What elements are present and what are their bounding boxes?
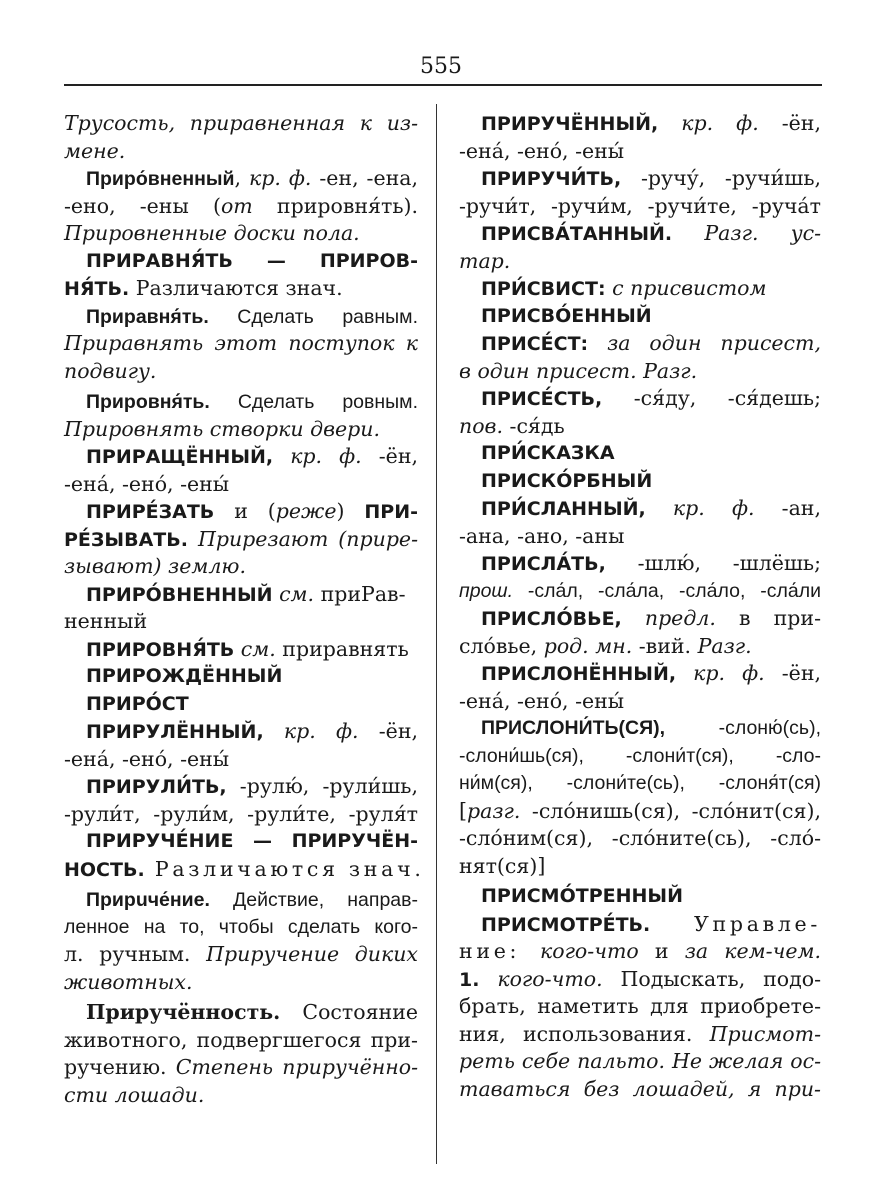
entry-line (459, 798, 821, 826)
entry-line: животного, подвергшегося при- (64, 1027, 418, 1052)
entry-line (64, 636, 418, 664)
headword: ПРИ́СВИСТ: (481, 278, 606, 300)
headword-line: ПРИСМО́ТРЕННЫЙ (481, 885, 683, 907)
entry-text: сло́вье, (459, 633, 544, 658)
entry-line: -ручи́т, -ручи́м, -ручи́те, -руча́т (459, 193, 821, 218)
entry-line (64, 856, 425, 884)
headword: Приро́вненный (86, 168, 235, 190)
entry-line (459, 165, 821, 193)
grammar-label: прош. (459, 579, 514, 602)
grammar-label: кр. ф. (658, 111, 759, 135)
entry-line (459, 550, 821, 578)
entry-line (64, 999, 418, 1027)
right-column (459, 110, 821, 1103)
entry-text: -шлю́, -шлёшь; (605, 551, 821, 575)
entry-text: Различаются знач. (144, 856, 425, 881)
entry-text: -ён, (358, 719, 418, 743)
headword-line: ПРИРОЖДЁННЫЙ (86, 665, 283, 687)
headword: Приравня́ть. (86, 305, 209, 328)
headword: ПРИСВА́ТАННЫЙ. (481, 223, 673, 245)
example-line: таваться без лошадей, я при- (459, 1076, 821, 1101)
entry-text: и ( (214, 499, 276, 523)
entry-text: -слоню́(сь), (665, 717, 821, 739)
entry-line: Приро́вненный, кр. ф. -ен, -ена, (86, 166, 418, 190)
page-number: 555 (420, 54, 462, 79)
headword: НЯ́ТЬ. (64, 278, 130, 300)
entry-text: л. ручным. (64, 942, 207, 966)
grammar-label: кр. ф. (263, 719, 359, 743)
entry-line: -ена́, -ено́, -ены́ (64, 746, 230, 771)
headword-line: ПРИСКО́РБНЫЙ (481, 469, 653, 492)
entry-line: ни́м(ся), -слони́те(сь), -слоня́т(ся) (459, 772, 821, 794)
entry-text: Сделать ровным. (209, 391, 418, 413)
headword: ПРИ- (364, 501, 418, 523)
entry-text: -ено, -ены ( (64, 193, 221, 218)
headword-line: ПРИРО́СТ (86, 692, 189, 715)
entry-text: Действие, направ- (209, 889, 418, 911)
grammar-label: разг. (467, 798, 521, 823)
entry-text: Различаются знач. (129, 276, 343, 300)
headword-line: ПРИРАВНЯ́ТЬ — ПРИРОВ- (86, 249, 418, 272)
entry-text: -сла́л, -сла́ла, -сла́ло, -сла́ли (513, 579, 821, 602)
entry-line: мене. (64, 138, 126, 163)
example-line: животных. (64, 969, 193, 994)
entry-line: ленное на то, чтобы сделать кого- (64, 915, 418, 938)
entry-line: -ана, -ано, -аны (459, 523, 625, 548)
headword-line: ПРИ́СКАЗКА (481, 442, 615, 464)
grammar-label: Разг. ус- (672, 221, 821, 245)
headword: ПРИРУЛИ́ТЬ, (86, 776, 227, 798)
entry-line (459, 330, 821, 358)
entry-line (64, 941, 418, 969)
example-text: Степень приручённо- (175, 1055, 418, 1079)
entry-line (64, 773, 418, 801)
entry-text: и (638, 939, 685, 963)
entry-line (64, 1054, 418, 1082)
entry-line (459, 938, 821, 966)
entry-line (459, 220, 821, 248)
headword-line: ПРИСВО́ЕННЫЙ (481, 304, 652, 327)
entry-text: ния, использования. (459, 1021, 710, 1046)
headword: ПРИСЛО́ВЬЕ, (481, 608, 622, 630)
example-line: Приравнять этот поступок к (64, 331, 418, 355)
grammar-label: за кем-чем. (684, 939, 821, 963)
entry-line (459, 385, 821, 413)
entry-line (459, 495, 821, 523)
grammar-label: пов. (459, 413, 503, 438)
entry-line: нят(ся)] (459, 853, 546, 878)
entry-line: брать, наметить для приобрете- (459, 994, 821, 1018)
grammar-label: кр. ф. (249, 166, 312, 190)
example-text: за один присест, (588, 331, 821, 355)
entry-text: Подыскать, подо- (602, 966, 822, 991)
entry-line (459, 605, 821, 633)
headword: ПРИСЛА́ТЬ, (481, 553, 606, 575)
headword: ПРИСЕ́СТ: (481, 333, 589, 355)
entry-text: -ён, (764, 661, 821, 685)
entry-line: тар. (459, 248, 511, 273)
header-rule (64, 84, 822, 86)
headword: ПРИРО́ВНЕННЫЙ (86, 583, 273, 606)
example-line: сти лошади. (64, 1082, 205, 1107)
entry-line: -слони́шь(ся), -слони́т(ся), -сло- (459, 744, 821, 767)
example-text: Приручение диких (206, 942, 418, 966)
sense-number: 1. (459, 968, 480, 991)
headword: ПРИРЕ́ЗАТЬ (86, 501, 215, 523)
entry-line (64, 718, 418, 746)
entry-text: Состояние (280, 1000, 418, 1024)
entry-text: -ан, (754, 496, 821, 520)
grammar-label: кр. ф. (676, 661, 765, 685)
entry-line (459, 578, 821, 606)
entry-line (64, 388, 418, 416)
headword: ПРИРУЧИ́ТЬ, (481, 168, 622, 190)
entry-text: -ся́ду, -ся́дешь; (602, 386, 821, 410)
entry-line: -рули́т, -рули́м, -рули́те, -руля́т (64, 801, 418, 826)
entry-line (64, 275, 418, 303)
entry-text: -рулю́, -рули́шь, (226, 774, 418, 798)
headword: ПРИСЕ́СТЬ, (481, 388, 603, 410)
example-line: реть себе пальто. Не желая ос- (459, 1049, 821, 1073)
entry-line (64, 443, 418, 471)
entry-text: Управле- (650, 911, 821, 936)
entry-line (459, 715, 821, 743)
entry-text: -ся́дь (503, 413, 565, 438)
entry-line (459, 633, 821, 661)
entry-text: [ (459, 798, 467, 823)
entry-line (64, 526, 418, 554)
entry-line (459, 275, 821, 303)
entry-text: ) (336, 499, 365, 523)
example-line: Прировнять створки двери. (64, 416, 380, 441)
headword: Прирuче́ние. (86, 889, 210, 911)
entry-text: приравнять (275, 636, 409, 661)
grammar-label: реже (275, 499, 337, 523)
headword: Прировня́ть. (86, 391, 210, 413)
headword: ПРИСМОТРЕ́ТЬ. (481, 913, 651, 936)
entry-text: -сло́нишь(ся), -сло́нит(ся), (520, 798, 821, 823)
entry-text: -ен, -ена, (319, 166, 418, 190)
grammar-label: см. (272, 581, 315, 606)
entry-line (459, 110, 821, 138)
example-line: зывают) землю. (64, 554, 246, 578)
entry-text: -ён, (758, 111, 821, 135)
grammar-label: кр. ф. (273, 444, 362, 468)
entry-text: -вий. (632, 633, 698, 658)
entry-text: ручению. (64, 1055, 176, 1079)
entry-line: Трусость, приравненная к из- (64, 111, 418, 135)
headword: ПРИСЛОНЁННЫЙ, (481, 663, 677, 685)
grammar-label: предл. (621, 606, 716, 630)
headword-line: ПРИРУЧЕ́НИЕ — ПРИРУЧЁН- (86, 830, 418, 852)
example-text: с присвистом (605, 276, 767, 300)
entry-line (64, 193, 418, 221)
headword: Приручённость. (86, 1000, 281, 1024)
entry-line: ПРИРО́ВНЕННЫЙ см. приРав- (86, 581, 406, 606)
entry-text: ние: (459, 939, 540, 963)
headword: ПРИРОВНЯ́ТЬ (86, 638, 235, 661)
grammar-label: кр. ф. (645, 496, 755, 520)
headword: ПРИРУЛЁННЫЙ, (86, 721, 264, 743)
grammar-label: род. мн. (543, 633, 633, 658)
entry-line (459, 1021, 821, 1049)
example-text: Прирезают (прире- (187, 526, 418, 551)
left-column (64, 110, 425, 1109)
grammar-label: кого-что. (479, 966, 603, 991)
example-text: Присмот- (709, 1021, 821, 1046)
grammar-label: кого-что (539, 939, 639, 963)
entry-text: Сделать равным. (208, 305, 418, 328)
entry-text: в при- (715, 606, 821, 630)
headword: ПРИСЛОНИ́ТЬ(СЯ), (481, 717, 666, 739)
grammar-label: от (220, 193, 253, 218)
entry-line (459, 911, 821, 939)
entry-line: -ена́, -ено́, -ены́ (64, 471, 230, 496)
entry-line (64, 886, 418, 914)
entry-line (459, 413, 821, 441)
example-line: в один присест. Разг. (459, 358, 698, 383)
example-line: подвигу. (64, 358, 157, 383)
headword: РЕ́ЗЫВАТЬ. (64, 528, 188, 551)
grammar-label: см. (234, 636, 276, 661)
entry-line (459, 966, 821, 994)
headword: ПРИРУЧЁННЫЙ, (481, 113, 659, 135)
entry-text: прировня́ть). (252, 193, 418, 218)
example-line: Прировненные доски пола. (64, 221, 360, 245)
headword: ПРИ́СЛАННЫЙ, (481, 498, 646, 520)
entry-line (459, 660, 821, 688)
entry-text: -ручу́, -ручи́шь, (621, 166, 821, 190)
column-divider (436, 104, 437, 1164)
entry-line (64, 498, 418, 526)
entry-line: -ена́, -ено́, -ены́ (459, 138, 625, 163)
headword: НОСТЬ. (64, 858, 145, 881)
entry-text: -ён, (361, 444, 418, 468)
grammar-label: Разг. (697, 633, 752, 658)
entry-line: -ена́, -ено́, -ены́ (459, 688, 625, 713)
entry-line: ненный (64, 609, 148, 633)
headword: ПРИРАЩЁННЫЙ, (86, 446, 274, 468)
entry-line (64, 303, 418, 331)
entry-line: -сло́ним(ся), -сло́ните(сь), -сло́- (459, 826, 821, 850)
